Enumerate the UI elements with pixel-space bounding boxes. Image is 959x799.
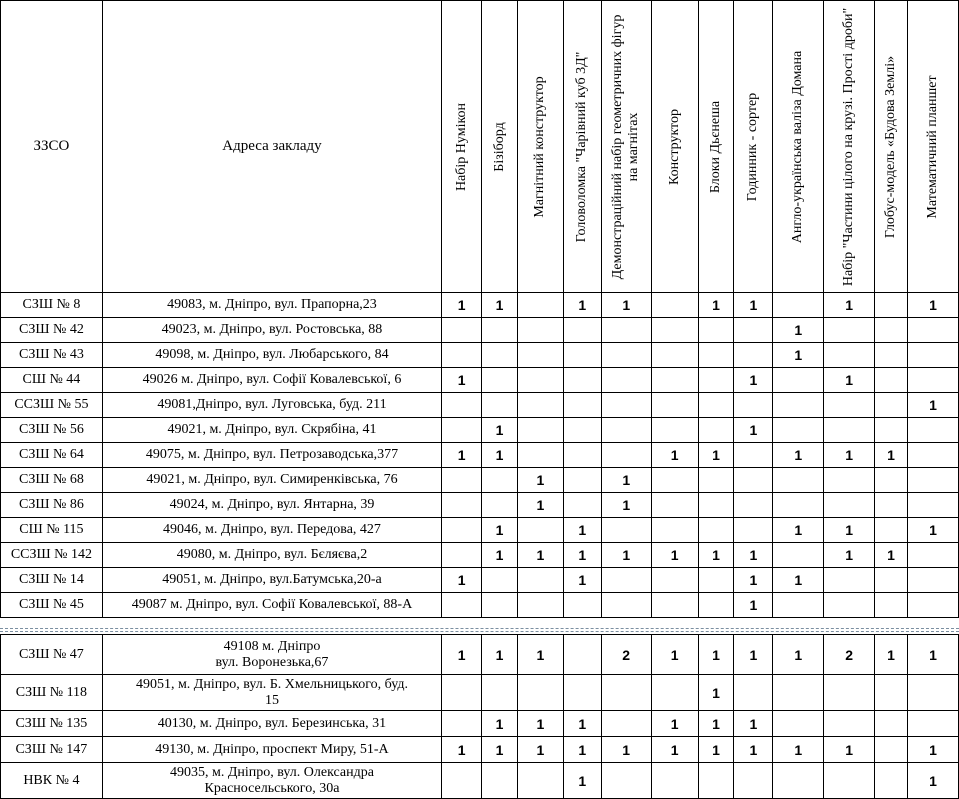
item-count: 1 <box>563 518 601 543</box>
header-address: Адреса закладу <box>102 1 441 293</box>
header-item: Англо-українська валіза Домана <box>773 1 824 293</box>
header-item: Годинник - сортер <box>734 1 773 293</box>
item-count <box>651 418 698 443</box>
item-count <box>482 468 518 493</box>
item-count: 1 <box>734 711 773 737</box>
school-address <box>102 737 441 763</box>
item-count <box>875 318 908 343</box>
item-count: 1 <box>908 635 959 675</box>
item-count <box>601 368 651 393</box>
item-count: 1 <box>517 543 563 568</box>
item-count: 1 <box>563 568 601 593</box>
school-name: СЗШ № 14 <box>1 568 103 593</box>
item-count: 1 <box>482 443 518 468</box>
header-item: Демонстраційний набір геометричних фігур на магнітах <box>601 1 651 293</box>
school-name: ССЗШ № 142 <box>1 543 103 568</box>
address-line-1: 49108 м. Дніпро <box>223 638 321 654</box>
address-line-1: 49130, м. Дніпро, проспект Миру, 51-А <box>155 741 389 757</box>
item-count <box>563 343 601 368</box>
item-count <box>442 468 482 493</box>
item-count <box>773 493 824 518</box>
table-row <box>1 737 959 763</box>
item-count <box>601 711 651 737</box>
school-name: ССЗШ № 55 <box>1 393 103 418</box>
table-row <box>1 293 959 318</box>
item-count <box>908 418 959 443</box>
item-count <box>517 418 563 443</box>
item-count <box>698 518 734 543</box>
item-count <box>442 393 482 418</box>
item-count <box>601 318 651 343</box>
school-address <box>102 675 441 711</box>
item-count <box>824 468 875 493</box>
table-row <box>1 593 959 618</box>
item-count <box>482 675 518 711</box>
item-count: 1 <box>651 711 698 737</box>
item-count <box>734 675 773 711</box>
table-row <box>1 568 959 593</box>
item-count <box>563 675 601 711</box>
item-count <box>601 593 651 618</box>
item-count <box>773 368 824 393</box>
item-count: 1 <box>601 293 651 318</box>
item-count <box>482 393 518 418</box>
item-count <box>773 593 824 618</box>
item-count <box>773 293 824 318</box>
item-count: 1 <box>442 368 482 393</box>
item-count: 1 <box>698 635 734 675</box>
school-name: СЗШ № 147 <box>1 737 103 763</box>
item-count: 1 <box>482 518 518 543</box>
school-address: 49021, м. Дніпро, вул. Симиренківська, 76 <box>102 468 441 493</box>
item-count: 1 <box>734 635 773 675</box>
item-count: 1 <box>651 443 698 468</box>
item-count: 1 <box>773 737 824 763</box>
item-count <box>442 543 482 568</box>
school-address: 49021, м. Дніпро, вул. Скрябіна, 41 <box>102 418 441 443</box>
item-count <box>698 368 734 393</box>
item-count: 1 <box>698 443 734 468</box>
item-count: 1 <box>908 293 959 318</box>
school-name: СЗШ № 56 <box>1 418 103 443</box>
item-count <box>773 468 824 493</box>
school-address: 49046, м. Дніпро, вул. Передова, 427 <box>102 518 441 543</box>
item-count <box>442 418 482 443</box>
item-count: 1 <box>482 418 518 443</box>
item-count <box>824 318 875 343</box>
item-count: 1 <box>824 518 875 543</box>
item-count: 1 <box>442 293 482 318</box>
item-count <box>824 711 875 737</box>
item-count <box>875 468 908 493</box>
table-row <box>1 493 959 518</box>
school-name: СЗШ № 42 <box>1 318 103 343</box>
item-count: 1 <box>773 318 824 343</box>
item-count <box>517 343 563 368</box>
item-count: 1 <box>601 737 651 763</box>
header-item: Блоки Дьєнеша <box>698 1 734 293</box>
item-count: 1 <box>698 675 734 711</box>
school-address: 49024, м. Дніпро, вул. Янтарна, 39 <box>102 493 441 518</box>
address-line-1: 49035, м. Дніпро, вул. Олександра <box>169 764 374 780</box>
item-count: 1 <box>517 737 563 763</box>
item-count <box>698 493 734 518</box>
item-count: 1 <box>601 493 651 518</box>
item-count <box>442 518 482 543</box>
item-count <box>773 763 824 799</box>
table-row <box>1 393 959 418</box>
item-count <box>442 493 482 518</box>
item-count <box>442 593 482 618</box>
table-row <box>1 368 959 393</box>
item-count <box>651 593 698 618</box>
school-address: 49098, м. Дніпро, вул. Любарського, 84 <box>102 343 441 368</box>
item-count: 1 <box>698 711 734 737</box>
item-count <box>442 711 482 737</box>
item-count: 1 <box>442 737 482 763</box>
header-item: Набір "Частини цілого на крузі. Прості дроби" <box>824 1 875 293</box>
item-count: 1 <box>734 593 773 618</box>
item-count: 1 <box>734 368 773 393</box>
item-count <box>482 368 518 393</box>
item-count: 1 <box>601 543 651 568</box>
item-count <box>773 543 824 568</box>
item-count <box>563 493 601 518</box>
item-count <box>563 468 601 493</box>
table-row <box>1 675 959 711</box>
item-count <box>651 675 698 711</box>
item-count <box>773 393 824 418</box>
item-count <box>698 343 734 368</box>
item-count <box>651 368 698 393</box>
item-count <box>517 593 563 618</box>
item-count <box>875 293 908 318</box>
item-count <box>563 593 601 618</box>
school-name: СШ № 115 <box>1 518 103 543</box>
item-count <box>908 568 959 593</box>
item-count <box>734 493 773 518</box>
item-count <box>908 443 959 468</box>
table-row <box>1 543 959 568</box>
item-count <box>734 343 773 368</box>
school-name: СЗШ № 68 <box>1 468 103 493</box>
item-count <box>875 568 908 593</box>
item-count <box>601 393 651 418</box>
item-count: 1 <box>908 518 959 543</box>
item-count <box>651 393 698 418</box>
item-count: 1 <box>482 543 518 568</box>
item-count <box>908 593 959 618</box>
item-count <box>601 343 651 368</box>
item-count: 1 <box>517 468 563 493</box>
item-count: 1 <box>563 763 601 799</box>
school-address: 49075, м. Дніпро, вул. Петрозаводська,377 <box>102 443 441 468</box>
item-count <box>698 418 734 443</box>
item-count <box>698 568 734 593</box>
item-count <box>482 568 518 593</box>
table-row <box>1 468 959 493</box>
item-count <box>875 368 908 393</box>
item-count: 1 <box>875 635 908 675</box>
address-line-2: Красносельського, 30а <box>204 780 340 796</box>
item-count <box>601 443 651 468</box>
item-count <box>442 675 482 711</box>
item-count <box>824 593 875 618</box>
item-count <box>824 418 875 443</box>
header-item: Математичний планшет <box>908 1 959 293</box>
page-break-line <box>0 628 959 629</box>
item-count <box>875 343 908 368</box>
item-count: 1 <box>442 635 482 675</box>
table-row <box>1 763 959 799</box>
item-count: 1 <box>824 737 875 763</box>
item-count: 1 <box>563 293 601 318</box>
item-count <box>698 593 734 618</box>
item-count <box>734 518 773 543</box>
item-count <box>651 343 698 368</box>
school-address: 49083, м. Дніпро, вул. Прапорна,23 <box>102 293 441 318</box>
item-count <box>908 493 959 518</box>
school-address: 49080, м. Дніпро, вул. Бєляєва,2 <box>102 543 441 568</box>
school-name: СЗШ № 47 <box>1 635 103 675</box>
item-count: 1 <box>482 737 518 763</box>
item-count: 1 <box>482 635 518 675</box>
item-count <box>875 763 908 799</box>
school-address: 49081,Дніпро, вул. Луговська, буд. 211 <box>102 393 441 418</box>
item-count <box>908 711 959 737</box>
school-name: СЗШ № 135 <box>1 711 103 737</box>
table-row <box>1 711 959 737</box>
item-count: 1 <box>698 543 734 568</box>
item-count <box>875 418 908 443</box>
school-name: СШ № 44 <box>1 368 103 393</box>
item-count: 1 <box>773 568 824 593</box>
item-count: 1 <box>734 418 773 443</box>
item-count: 1 <box>651 543 698 568</box>
item-count <box>517 393 563 418</box>
item-count: 1 <box>482 711 518 737</box>
item-count: 1 <box>651 737 698 763</box>
item-count <box>442 318 482 343</box>
school-name: НВК № 4 <box>1 763 103 799</box>
item-count <box>908 318 959 343</box>
item-count <box>563 418 601 443</box>
school-address: 49026 м. Дніпро, вул. Софії Ковалевської, 6 <box>102 368 441 393</box>
item-count: 1 <box>563 711 601 737</box>
item-count: 1 <box>875 443 908 468</box>
item-count <box>482 593 518 618</box>
item-count <box>651 518 698 543</box>
item-count: 1 <box>824 293 875 318</box>
item-count <box>734 318 773 343</box>
school-name: СЗШ № 64 <box>1 443 103 468</box>
header-school: ЗЗСО <box>1 1 103 293</box>
item-count: 1 <box>482 293 518 318</box>
item-count <box>734 443 773 468</box>
item-count: 1 <box>908 737 959 763</box>
item-count: 1 <box>698 737 734 763</box>
item-count <box>651 493 698 518</box>
item-count: 1 <box>442 568 482 593</box>
item-count: 1 <box>517 635 563 675</box>
school-name: СЗШ № 45 <box>1 593 103 618</box>
item-count <box>601 568 651 593</box>
item-count <box>601 675 651 711</box>
school-name: СЗШ № 8 <box>1 293 103 318</box>
item-count <box>908 368 959 393</box>
header-item: Набір Нумікон <box>442 1 482 293</box>
item-count: 1 <box>773 343 824 368</box>
item-count <box>908 543 959 568</box>
item-count <box>824 493 875 518</box>
item-count <box>601 518 651 543</box>
school-address: 49051, м. Дніпро, вул.Батумська,20-а <box>102 568 441 593</box>
item-count <box>563 368 601 393</box>
item-count <box>875 393 908 418</box>
school-name: СЗШ № 86 <box>1 493 103 518</box>
item-count: 1 <box>824 543 875 568</box>
item-count: 1 <box>734 543 773 568</box>
address-line-2: 15 <box>264 692 279 708</box>
item-count: 1 <box>517 711 563 737</box>
item-count <box>698 393 734 418</box>
school-address: 49087 м. Дніпро, вул. Софії Ковалевської, 88-А <box>102 593 441 618</box>
item-count <box>875 493 908 518</box>
header-item: Магнітний конструктор <box>517 1 563 293</box>
item-count: 1 <box>601 468 651 493</box>
header-item: Конструктор <box>651 1 698 293</box>
item-count: 1 <box>773 635 824 675</box>
item-count <box>875 737 908 763</box>
school-address: 49023, м. Дніпро, вул. Ростовська, 88 <box>102 318 441 343</box>
item-count <box>601 418 651 443</box>
item-count <box>698 763 734 799</box>
item-count: 1 <box>563 737 601 763</box>
item-count: 1 <box>875 543 908 568</box>
school-name: СЗШ № 43 <box>1 343 103 368</box>
item-count <box>517 675 563 711</box>
item-count <box>563 635 601 675</box>
item-count: 1 <box>734 293 773 318</box>
item-count <box>875 711 908 737</box>
item-count <box>517 763 563 799</box>
item-count <box>908 343 959 368</box>
item-count: 1 <box>824 368 875 393</box>
table-row <box>1 418 959 443</box>
item-count <box>517 568 563 593</box>
item-count <box>563 443 601 468</box>
item-count <box>824 763 875 799</box>
item-count: 1 <box>773 443 824 468</box>
item-count <box>563 318 601 343</box>
item-count <box>651 763 698 799</box>
school-address <box>102 711 441 737</box>
item-count: 1 <box>517 493 563 518</box>
item-count <box>651 318 698 343</box>
item-count <box>517 293 563 318</box>
table-row <box>1 343 959 368</box>
table-row <box>1 518 959 543</box>
item-count <box>442 763 482 799</box>
school-address <box>102 763 441 799</box>
item-count <box>824 675 875 711</box>
item-count <box>651 293 698 318</box>
item-count <box>563 393 601 418</box>
item-count <box>442 343 482 368</box>
item-count <box>875 518 908 543</box>
item-count: 2 <box>601 635 651 675</box>
address-line-1: 40130, м. Дніпро, вул. Березинська, 31 <box>157 715 387 731</box>
item-count <box>482 493 518 518</box>
table-row <box>1 443 959 468</box>
table-row <box>1 318 959 343</box>
item-count <box>908 468 959 493</box>
item-count <box>875 593 908 618</box>
item-count <box>482 343 518 368</box>
item-count <box>824 343 875 368</box>
item-count <box>773 711 824 737</box>
item-count: 1 <box>908 763 959 799</box>
item-count <box>482 763 518 799</box>
item-count <box>517 443 563 468</box>
item-count: 1 <box>734 568 773 593</box>
school-address <box>102 635 441 675</box>
item-count <box>651 568 698 593</box>
item-count: 1 <box>651 635 698 675</box>
table-row <box>1 635 959 675</box>
item-count <box>651 468 698 493</box>
item-count <box>601 763 651 799</box>
item-count <box>824 568 875 593</box>
item-count <box>824 393 875 418</box>
item-count <box>908 675 959 711</box>
header-item: Бізіборд <box>482 1 518 293</box>
item-count <box>698 318 734 343</box>
item-count <box>773 675 824 711</box>
item-count: 2 <box>824 635 875 675</box>
item-count: 1 <box>908 393 959 418</box>
item-count: 1 <box>563 543 601 568</box>
header-item: Глобус-модель «Будова Землі» <box>875 1 908 293</box>
item-count: 1 <box>824 443 875 468</box>
item-count <box>517 518 563 543</box>
equipment-table-bottom <box>0 634 959 799</box>
header-row <box>1 1 959 293</box>
address-line-2: вул. Воронезька,67 <box>215 654 329 670</box>
address-line-1: 49051, м. Дніпро, вул. Б. Хмельницького, буд. <box>135 676 408 692</box>
item-count: 1 <box>734 737 773 763</box>
item-count <box>734 393 773 418</box>
item-count <box>517 368 563 393</box>
item-count <box>875 675 908 711</box>
item-count: 1 <box>442 443 482 468</box>
page-break-line <box>0 631 959 632</box>
item-count: 1 <box>773 518 824 543</box>
item-count <box>698 468 734 493</box>
item-count <box>482 318 518 343</box>
header-item: Головоломка "Чарівний куб 3Д" <box>563 1 601 293</box>
item-count <box>773 418 824 443</box>
school-name: СЗШ № 118 <box>1 675 103 711</box>
item-count <box>734 763 773 799</box>
item-count <box>517 318 563 343</box>
item-count <box>734 468 773 493</box>
item-count: 1 <box>698 293 734 318</box>
